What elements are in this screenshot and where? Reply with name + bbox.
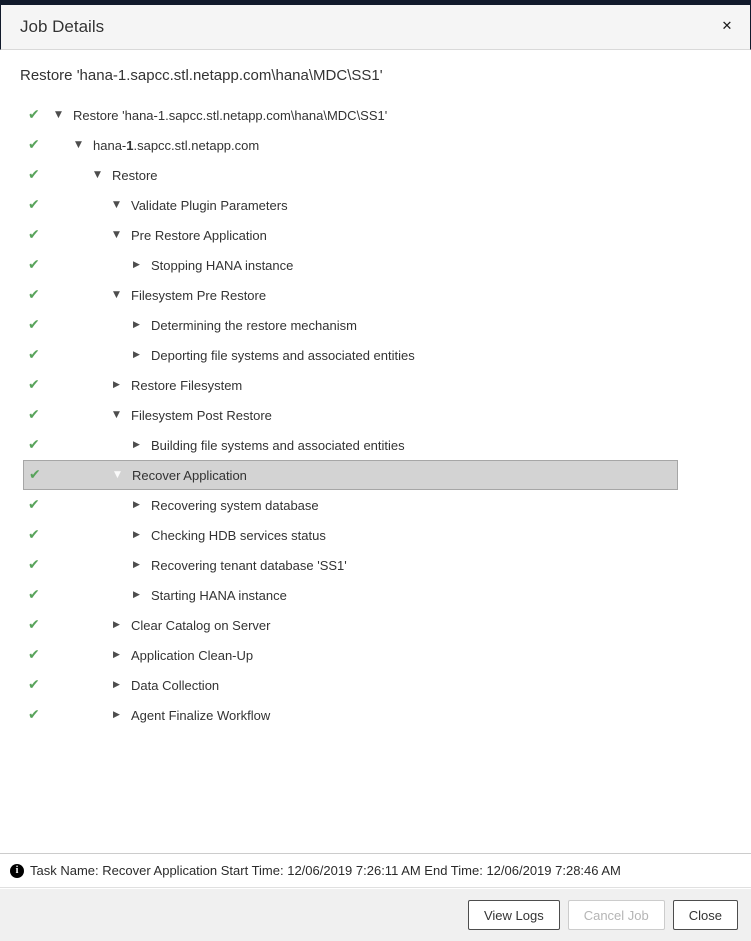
tree-row[interactable]: [23, 430, 678, 460]
job-subtitle: Restore 'hana-1.sapcc.stl.netapp.com\hana\MDC\SS1': [20, 67, 383, 84]
tree-row[interactable]: [23, 640, 678, 670]
tree-row[interactable]: [23, 520, 678, 550]
tree-row[interactable]: [23, 130, 678, 160]
success-check-icon: ✔: [28, 107, 40, 123]
success-check-icon: ✔: [28, 617, 40, 633]
chevron-right-icon[interactable]: ▶: [133, 350, 140, 360]
tree-row-label: Recovering system database: [151, 497, 319, 513]
success-check-icon: ✔: [28, 707, 40, 723]
tree-row[interactable]: [23, 220, 678, 250]
tree-row[interactable]: [23, 580, 678, 610]
tree-row-label: Restore: [112, 167, 158, 183]
info-icon: i: [10, 864, 24, 878]
tree-row-label: Filesystem Post Restore: [131, 407, 272, 423]
tree-row[interactable]: [23, 670, 678, 700]
chevron-down-icon[interactable]: ▼: [113, 290, 120, 300]
success-check-icon: ✔: [28, 227, 40, 243]
tree-row[interactable]: [23, 250, 678, 280]
tree-row[interactable]: [23, 160, 678, 190]
dialog-title: Job Details: [20, 17, 105, 36]
tree-row-label: Recover Application: [132, 467, 247, 483]
chevron-down-icon[interactable]: ▼: [55, 110, 62, 120]
success-check-icon: ✔: [28, 437, 40, 453]
tree-row-label: Stopping HANA instance: [151, 257, 294, 273]
tree-row-label: Recovering tenant database 'SS1': [151, 557, 347, 573]
success-check-icon: ✔: [28, 557, 40, 573]
success-check-icon: ✔: [28, 347, 40, 363]
tree-row[interactable]: [23, 100, 678, 130]
chevron-down-icon[interactable]: ▼: [114, 470, 121, 480]
success-check-icon: ✔: [28, 137, 40, 153]
success-check-icon: ✔: [28, 587, 40, 603]
tree-row-label: Clear Catalog on Server: [131, 617, 271, 633]
chevron-right-icon[interactable]: ▶: [133, 440, 140, 450]
tree-row-label: Agent Finalize Workflow: [131, 707, 271, 723]
success-check-icon: ✔: [28, 257, 40, 273]
cancel-job-button: Cancel Job: [568, 900, 665, 930]
tree-row[interactable]: [23, 400, 678, 430]
task-status-bar: [0, 853, 751, 888]
chevron-right-icon[interactable]: ▶: [113, 680, 120, 690]
job-task-tree: [0, 97, 751, 941]
chevron-down-icon[interactable]: ▼: [113, 410, 120, 420]
success-check-icon: ✔: [28, 497, 40, 513]
tree-row[interactable]: [23, 370, 678, 400]
success-check-icon: ✔: [28, 377, 40, 393]
success-check-icon: ✔: [29, 467, 41, 483]
tree-row[interactable]: [23, 490, 678, 520]
chevron-right-icon[interactable]: ▶: [133, 320, 140, 330]
dialog-button-bar: [0, 889, 751, 941]
tree-row-label: Starting HANA instance: [151, 587, 287, 603]
tree-row-label: Restore 'hana-1.sapcc.stl.netapp.com\hana\MDC\SS1': [73, 107, 388, 123]
chevron-down-icon[interactable]: ▼: [94, 170, 101, 180]
success-check-icon: ✔: [28, 527, 40, 543]
success-check-icon: ✔: [28, 167, 40, 183]
tree-row[interactable]: [23, 700, 678, 730]
task-status-text: Task Name: Recover Application Start Time: 12/06/2019 7:26:11 AM End Time: 12/06/2019 7:28:46 AM: [30, 863, 621, 878]
chevron-right-icon[interactable]: ▶: [113, 650, 120, 660]
tree-row-label: Pre Restore Application: [131, 227, 267, 243]
chevron-right-icon[interactable]: ▶: [133, 500, 140, 510]
chevron-right-icon[interactable]: ▶: [113, 620, 120, 630]
success-check-icon: ✔: [28, 407, 40, 423]
chevron-down-icon[interactable]: ▼: [113, 230, 120, 240]
chevron-down-icon[interactable]: ▼: [113, 200, 120, 210]
tree-row-label: Restore Filesystem: [131, 377, 243, 393]
success-check-icon: ✔: [28, 287, 40, 303]
close-button[interactable]: Close: [673, 900, 738, 930]
tree-row[interactable]: [23, 190, 678, 220]
success-check-icon: ✔: [28, 197, 40, 213]
chevron-down-icon[interactable]: ▼: [75, 140, 82, 150]
chevron-right-icon[interactable]: ▶: [113, 380, 120, 390]
success-check-icon: ✔: [28, 317, 40, 333]
tree-row[interactable]: [23, 310, 678, 340]
tree-row-label: Deporting file systems and associated entities: [151, 347, 415, 363]
chevron-right-icon[interactable]: ▶: [133, 260, 140, 270]
tree-row-label: Filesystem Pre Restore: [131, 287, 267, 303]
tree-row[interactable]: [23, 610, 678, 640]
success-check-icon: ✔: [28, 647, 40, 663]
chevron-right-icon[interactable]: ▶: [133, 530, 140, 540]
dialog-titlebar: [0, 5, 751, 50]
tree-row-label: Checking HDB services status: [151, 527, 326, 543]
tree-row-label: Validate Plugin Parameters: [131, 197, 288, 213]
tree-row[interactable]: [23, 550, 678, 580]
tree-row-label: Data Collection: [131, 677, 220, 693]
tree-row-label: Building file systems and associated entities: [151, 437, 405, 453]
tree-row[interactable]: [23, 340, 678, 370]
tree-row[interactable]: [23, 280, 678, 310]
job-subtitle-wrap: [0, 50, 751, 97]
chevron-right-icon[interactable]: ▶: [133, 590, 140, 600]
success-check-icon: ✔: [28, 677, 40, 693]
tree-row-label: hana-1.sapcc.stl.netapp.com: [93, 137, 260, 153]
tree-row[interactable]: [23, 460, 678, 490]
view-logs-button[interactable]: View Logs: [468, 900, 560, 930]
tree-row-label: Determining the restore mechanism: [151, 317, 357, 333]
chevron-right-icon[interactable]: ▶: [133, 560, 140, 570]
close-icon[interactable]: ✕: [717, 17, 737, 37]
tree-row-label: Application Clean-Up: [131, 647, 254, 663]
chevron-right-icon[interactable]: ▶: [113, 710, 120, 720]
